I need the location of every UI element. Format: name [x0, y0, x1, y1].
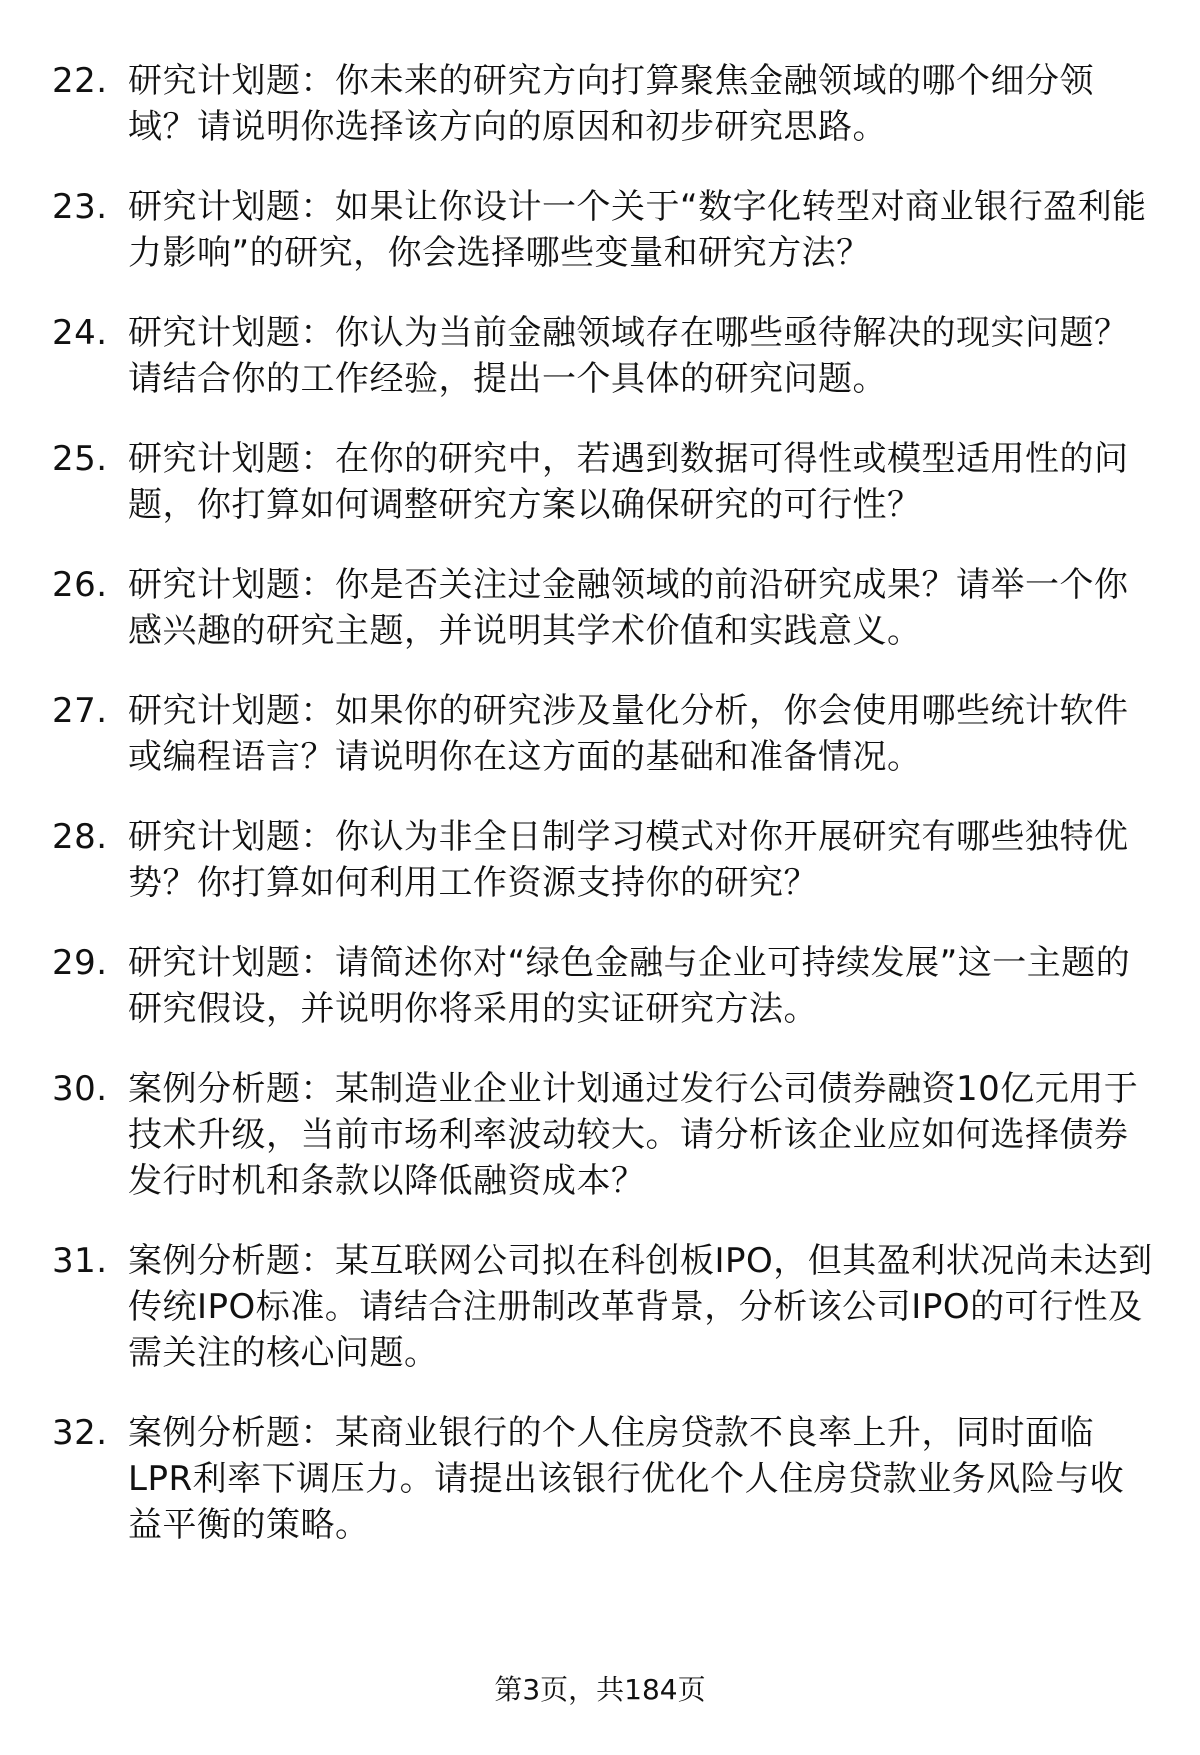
question-number: 32.: [52, 1413, 108, 1453]
question-number: 26.: [52, 565, 108, 605]
question-text: 研究计划题：你认为当前金融领域存在哪些亟待解决的现实问题？请结合你的工作经验，提出一个具体的研究问题。: [128, 313, 1129, 399]
question-item-26: [52, 562, 1157, 654]
question-item-32: [52, 1410, 1157, 1548]
question-item-23: [52, 184, 1157, 276]
question-item-24: [52, 310, 1157, 402]
question-number: 31.: [52, 1241, 108, 1281]
question-number: 29.: [52, 943, 108, 983]
question-text: 研究计划题：你认为非全日制学习模式对你开展研究有哪些独特优势？你打算如何利用工作资源支持你的研究？: [128, 817, 1129, 903]
question-number: 28.: [52, 817, 108, 857]
question-list: [52, 58, 1157, 1582]
question-text: 研究计划题：如果让你设计一个关于“数字化转型对商业银行盈利能力影响”的研究，你会选择哪些变量和研究方法？: [128, 187, 1147, 273]
question-item-31: [52, 1238, 1157, 1376]
question-number: 24.: [52, 313, 108, 353]
question-text: 案例分析题：某商业银行的个人住房贷款不良率上升，同时面临LPR利率下调压力。请提出该银行优化个人住房贷款业务风险与收益平衡的策略。: [128, 1413, 1125, 1545]
question-number: 23.: [52, 187, 108, 227]
question-item-25: [52, 436, 1157, 528]
question-item-27: [52, 688, 1157, 780]
question-number: 30.: [52, 1069, 108, 1109]
question-text: 研究计划题：在你的研究中，若遇到数据可得性或模型适用性的问题，你打算如何调整研究方案以确保研究的可行性？: [128, 439, 1129, 525]
question-item-28: [52, 814, 1157, 906]
question-text: 案例分析题：某互联网公司拟在科创板IPO，但其盈利状况尚未达到传统IPO标准。请结合注册制改革背景，分析该公司IPO的可行性及需关注的核心问题。: [128, 1241, 1153, 1373]
question-item-29: [52, 940, 1157, 1032]
question-text: 研究计划题：你是否关注过金融领域的前沿研究成果？请举一个你感兴趣的研究主题，并说明其学术价值和实践意义。: [128, 565, 1129, 651]
question-text: 研究计划题：请简述你对“绿色金融与企业可持续发展”这一主题的研究假设，并说明你将采用的实证研究方法。: [128, 943, 1131, 1029]
question-text: 研究计划题：你未来的研究方向打算聚焦金融领域的哪个细分领域？请说明你选择该方向的原因和初步研究思路。: [128, 61, 1094, 147]
question-item-22: [52, 58, 1157, 150]
question-text: 研究计划题：如果你的研究涉及量化分析，你会使用哪些统计软件或编程语言？请说明你在这方面的基础和准备情况。: [128, 691, 1129, 777]
question-number: 22.: [52, 61, 108, 101]
question-number: 25.: [52, 439, 108, 479]
page-footer: [0, 1670, 1200, 1710]
question-item-30: [52, 1066, 1157, 1204]
question-number: 27.: [52, 691, 108, 731]
page-number-label: 第3页，共184页: [494, 1673, 706, 1706]
question-text: 案例分析题：某制造业企业计划通过发行公司债券融资10亿元用于技术升级，当前市场利率波动较大。请分析该企业应如何选择债券发行时机和条款以降低融资成本？: [128, 1069, 1139, 1201]
